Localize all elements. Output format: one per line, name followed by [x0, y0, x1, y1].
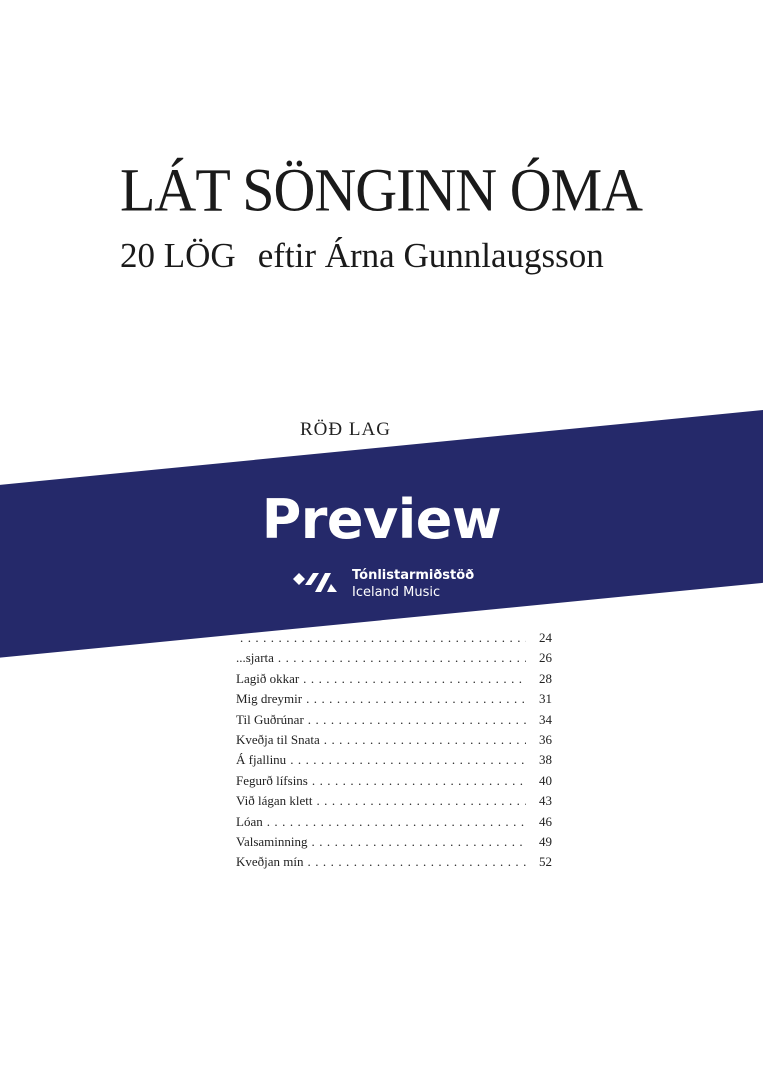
toc-title: Lagið okkar: [236, 670, 300, 686]
iceland-music-logo-icon: [293, 568, 357, 596]
brand-name: Tónlistarmiðstöð: [352, 568, 475, 583]
toc-title: Fegurð lífsins: [236, 772, 308, 788]
document-title: LÁT SÖNGINN ÓMA: [120, 156, 643, 225]
toc-leader-dots: [312, 773, 526, 789]
toc-page-number: 52: [539, 854, 552, 870]
table-of-contents: [236, 630, 552, 875]
toc-leader-dots: [240, 630, 526, 646]
document-subtitle: [120, 236, 604, 276]
toc-title: Valsaminning: [236, 833, 308, 849]
toc-heading: RÖÐ LAG: [300, 419, 391, 440]
toc-leader-dots: [308, 854, 526, 870]
toc-leader-dots: [306, 691, 526, 707]
toc-leader-dots: [324, 732, 526, 748]
toc-row: [236, 630, 552, 650]
toc-row: [236, 712, 552, 732]
preview-label: Preview: [261, 488, 502, 551]
toc-page-number: 28: [539, 670, 552, 686]
toc-page-number: 31: [539, 691, 552, 707]
toc-page-number: 46: [539, 813, 552, 829]
toc-title: Við lágan klett: [236, 793, 313, 809]
toc-title: Kveðjan mín: [236, 854, 304, 870]
toc-row: [236, 732, 552, 752]
toc-page-number: 49: [539, 833, 552, 849]
toc-page-number: 26: [539, 650, 552, 666]
toc-leader-dots: [308, 712, 526, 728]
toc-title: Kveðja til Snata: [236, 731, 320, 747]
song-count: 20 LÖG: [120, 236, 236, 275]
toc-title: Lóan: [236, 813, 263, 829]
toc-page-number: 36: [539, 731, 552, 747]
toc-row: [236, 752, 552, 772]
toc-title: Mig dreymir: [236, 691, 303, 707]
toc-leader-dots: [267, 814, 526, 830]
toc-row: [236, 773, 552, 793]
toc-page-number: 24: [539, 630, 552, 645]
toc-title: ...sjarta: [236, 650, 274, 666]
toc-title: Til Guðrúnar: [236, 711, 304, 727]
toc-page-number: 43: [539, 793, 552, 809]
toc-row: [236, 671, 552, 691]
toc-row: [236, 793, 552, 813]
toc-leader-dots: [312, 834, 527, 850]
toc-row: [236, 854, 552, 874]
toc-row: [236, 814, 552, 834]
composer-credit: eftir Árna Gunnlaugsson: [257, 236, 604, 275]
toc-row: [236, 650, 552, 670]
toc-page-number: 40: [539, 772, 552, 788]
toc-leader-dots: [278, 650, 526, 666]
toc-title: Á fjallinu: [236, 752, 287, 768]
toc-page-number: 34: [539, 711, 552, 727]
toc-leader-dots: [303, 671, 526, 687]
toc-row: [236, 834, 552, 854]
toc-page-number: 38: [539, 752, 552, 768]
toc-row: [236, 691, 552, 711]
brand-subtitle: Iceland Music: [352, 585, 441, 600]
toc-leader-dots: [316, 793, 526, 809]
toc-leader-dots: [290, 752, 526, 768]
